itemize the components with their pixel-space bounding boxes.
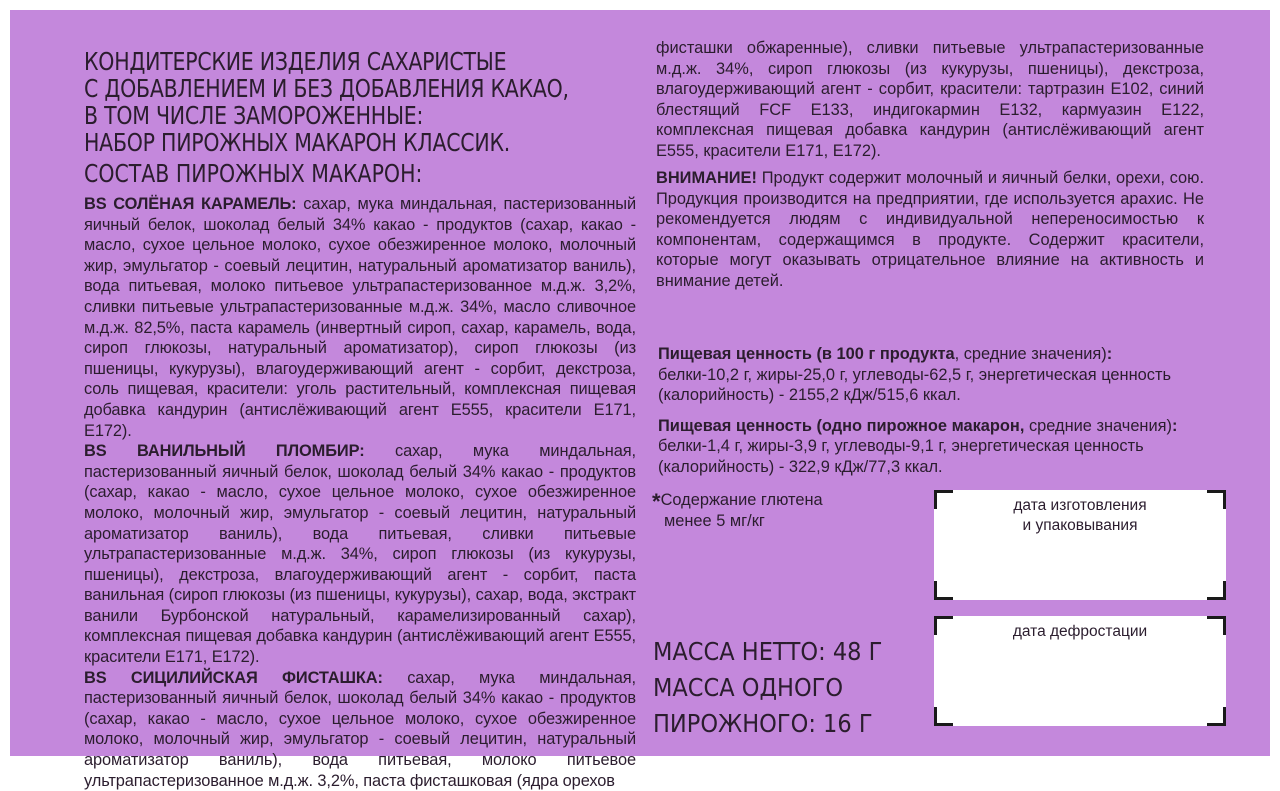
ingredient-text: сахар, мука миндальная, пастеризованный яичный белок, шоколад белый 34% какао - продуктов (сахар, какао - масло, сухое цельное молоко, сухое обезжиренное молоко, молочный жир, эмульгатор - соевый лецитин, натуральный ароматизатор ваниль), вода питьевая, молоко питьевое ультрапастеризованное м.д.ж. 3,2%, паста фисташковая (ядра орехов <box>84 668 636 790</box>
nutrition-facts <box>658 344 1218 478</box>
defrost-date-label: дата дефростации <box>1012 623 1148 640</box>
corner-mark <box>934 490 953 509</box>
nutrition-heading-bold: Пищевая ценность (в 100 г продукта <box>658 345 955 363</box>
nutrition-heading-normal: , средние значения) <box>954 345 1107 363</box>
corner-mark <box>1207 490 1226 509</box>
mass-line-2: МАССА ОДНОГО <box>653 673 844 702</box>
corner-mark <box>934 581 953 600</box>
nutrition-heading-colon: : <box>1106 345 1113 363</box>
nutrition-heading-bold: Пищевая ценность (одно пирожное макарон, <box>658 416 1025 435</box>
ingredient-name: BS СИЦИЛИЙСКАЯ ФИСТАШКА: <box>84 668 383 687</box>
title-line: НАБОР ПИРОЖНЫХ МАКАРОН КЛАССИК. <box>84 128 511 157</box>
ingredients-continuation: фисташки обжаренные), сливки питьевые ультрапастеризованные м.д.ж. 34%, сироп глюкозы (из кукурузы, пшеницы), декстроза, влагоудерживающий агент - сорбит, красители: тартразин Е102, синий блестящий FCF Е133, индигокармин Е132, кармуазин Е122, комплексная пищевая добавка кандурин (антислёживающий агент Е555, красители Е171, Е172). <box>656 39 1204 160</box>
warning-label: ВНИМАНИЕ! <box>656 169 757 187</box>
corner-mark <box>1207 616 1226 635</box>
title-line: С ДОБАВЛЕНИЕМ И БЕЗ ДОБАВЛЕНИЯ КАКАО, <box>84 74 569 103</box>
nutrition-heading-normal: средние значения) <box>1024 416 1172 435</box>
nutrition-heading-piece <box>658 416 1218 437</box>
nutrition-heading-100g <box>658 344 1218 365</box>
asterisk: * <box>652 489 661 514</box>
nutrition-values-piece: белки-1,4 г, жиры-3,9 г, углеводы-9,1 г, энергетическая ценность (калорийность) - 322,9 кДж/77,3 ккал. <box>658 437 1144 476</box>
product-label <box>10 10 1270 790</box>
mass-line-3: ПИРОЖНОГО: 16 Г <box>653 709 873 738</box>
ingredient-vanilla <box>84 441 636 668</box>
net-weight <box>653 634 882 742</box>
ingredient-text: сахар, мука миндальная, пастеризованный яичный белок, шоколад белый 34% какао - продуктов (сахар, какао - масло, сухое цельное молоко, сухое обезжиренное молоко, молочный жир, эмульгатор - соевый лецитин, натуральный ароматизатор ваниль), вода питьевая, молоко питьевое ультрапастеризованное м.д.ж. 3,2%, сливки питьевые ультрапастеризованные м.д.ж. 34%, масло сливочное м.д.ж. 82,5%, паста карамель (инвертный сироп, сахар, карамель, вода, сироп глюкозы, натуральный ароматизатор), сироп глюкозы (из пшеницы, кукурузы), влагоудерживающий агент - сорбит, декстроза, соль пищевая, красители: уголь растительный, комплексная пищевая добавка кандурин (антислёживающий агент Е555, красители Е171, Е172). <box>84 195 637 440</box>
title-line: КОНДИТЕРСКИЕ ИЗДЕЛИЯ САХАРИСТЫЕ <box>84 47 507 76</box>
left-column <box>84 47 637 790</box>
production-date-box <box>934 490 1226 600</box>
corner-mark <box>1207 707 1226 726</box>
mass-line-1: МАССА НЕТТО: 48 Г <box>653 637 883 666</box>
production-date-label: дата изготовления и упаковывания <box>1013 497 1147 534</box>
corner-mark <box>934 707 953 726</box>
corner-mark <box>1207 581 1226 600</box>
gluten-line-2: менее 5 мг/кг <box>664 511 765 530</box>
ingredient-name: BS СОЛЁНАЯ КАРАМЕЛЬ: <box>84 195 297 213</box>
gluten-note <box>652 488 823 531</box>
nutrition-heading-colon: : <box>1171 416 1178 435</box>
ingredient-pistachio <box>84 668 636 791</box>
ingredients-list <box>84 194 636 791</box>
nutrition-values-100g: белки-10,2 г, жиры-25,0 г, углеводы-62,5 г, энергетическая ценность (калорийность) - 2155,2 кДж/515,6 ккал. <box>658 365 1171 405</box>
ingredient-name: BS ВАНИЛЬНЫЙ ПЛОМБИР: <box>84 442 365 461</box>
allergen-warning <box>656 168 1204 292</box>
product-title <box>84 47 569 157</box>
ingredient-text: сахар, мука миндальная, пастеризованный яичный белок, шоколад белый 34% какао - продуктов (сахар, какао - масло, сухое цельное молоко, сухое обезжиренное молоко, молочный жир, эмульгатор - соевый лецитин, натуральный ароматизатор ваниль), вода питьевая, сливки питьевые ультрапастеризованные м.д.ж. 34%, сироп глюкозы (из кукурузы, пшеницы), декстроза, влагоудерживающий агент - сорбит, паста ванильная (сироп глюкозы (из пшеницы, кукурузы), сахар, вода, экстракт ванили Бурбонской натуральный, карамелизированный сахар), комплексная пищевая добавка кандурин (антислёживающий агент Е555, красители Е171, Е172). <box>84 442 636 667</box>
title-line: В ТОМ ЧИСЛЕ ЗАМОРОЖЕННЫЕ: <box>84 101 424 130</box>
gluten-line-1: Содержание глютена <box>660 491 823 509</box>
composition-heading: СОСТАВ ПИРОЖНЫХ МАКАРОН: <box>84 159 423 188</box>
warning-text: Продукт содержит молочный и яичный белки, орехи, сою. Продукция производится на предприятии, где используется арахис. Не рекомендуется людям с индивидуальной непереносимостью к компонентам, содержащимся в продукте. Содержит красители, которые могут оказывать отрицательное влияние на активность и внимание детей. <box>656 169 1204 290</box>
corner-mark <box>934 616 953 635</box>
defrost-date-box <box>934 616 1226 726</box>
right-column <box>656 38 1204 162</box>
ingredient-salted-caramel <box>84 194 636 441</box>
